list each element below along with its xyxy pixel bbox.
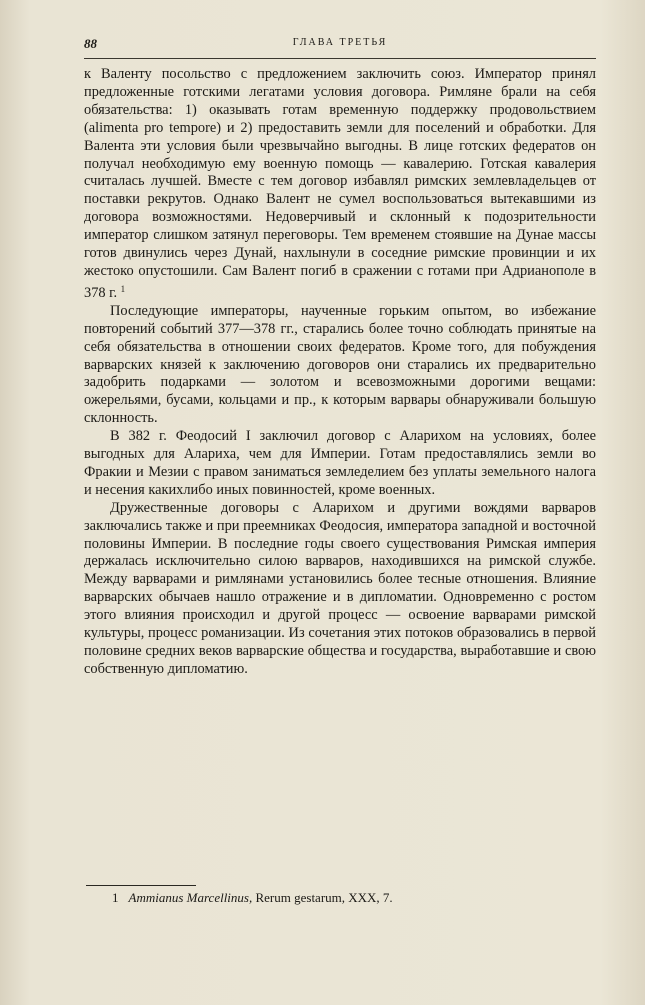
footnote-author: Ammianus Marcellinus, [128, 890, 253, 905]
footnote [112, 890, 393, 906]
paragraph-1-text: к Валенту посольство с предложением заключить союз. Император принял предложенные готскими легатами условия договора. Римляне брали на себя обязательства: 1) оказывать готам временную поддержку продовольствием (alimenta pro tempore) и 2) предоставить земли для поселений и обработки. Для Валента эти условия были чрезвычайно выгодны. В лице готских федератов он получал необходимую ему военную помощь — кавалерию. Готская кавалерия считалась лучшей. Вместе с тем договор избавлял римских землевладельцев от поставки рекрутов. Однако Валент не сумел воспользоваться вытекавшими из договора возможностями. Недоверчивый и склонный к подозрительности император слишком затянул переговоры. Тем временем стоявшие на Дунае массы готов двинулись через Дунай, нахлынули в соседние римские провинции и их жестоко опустошили. Сам Валент погиб в сражении с готами при Адрианополе в 378 г. [84, 66, 596, 301]
paragraph-3: В 382 г. Феодосий I заключил договор с Аларихом на условиях, более выгодных для Алариха, чем для Империи. Готам предоставлялись земли во Фракии и Мезии с правом заниматься земледелием без уплаты земельного налога и несения какихлибо иных повинностей, кроме военных. [84, 428, 596, 498]
header-rule [84, 58, 596, 59]
page-number: 88 [84, 36, 97, 51]
paragraph-2: Последующие императоры, наученные горьким опытом, во избежание повторений событий 377—378 гг., старались более точно соблюдать принятые на себя обязательства в отношении своих федератов. Кроме того, для побуждения варварских князей к заключению договоров они старались их предварительно задобрить подарками — золотом и всевозможными дорогими вещами: ожерельями, бусами, кольцами и пр., к которым варвары обнаруживали большую склонность. [84, 302, 596, 427]
footnote-source: Rerum gestarum, XXX, 7. [255, 890, 393, 905]
footnote-rule [86, 885, 196, 886]
main-text [84, 66, 596, 679]
page-header [84, 36, 596, 54]
paragraph-1 [84, 66, 596, 303]
running-title: ГЛАВА ТРЕТЬЯ [292, 37, 388, 48]
footnote-reference: 1 [120, 283, 126, 294]
paragraph-4: Дружественные договоры с Аларихом и другими вождями варваров заключались также и при преемниках Феодосия, императора западной и восточной половины Империи. В последние годы своего существования Римская империя держалась исключительно силою варваров, находившихся на римской службе. Между варварами и римлянами установились более тесные отношения. Влияние варварских обычаев нашло отражение и в дипломатии. Одновременно с ростом этого влияния происходил и другой процесс — освоение варварами римской культуры, процесс романизации. Из сочетания этих потоков образовались в первой половине средних веков варварские общества и государства, выработавшие и свою собственную дипломатию. [84, 499, 596, 677]
footnote-mark: 1 [112, 890, 119, 905]
